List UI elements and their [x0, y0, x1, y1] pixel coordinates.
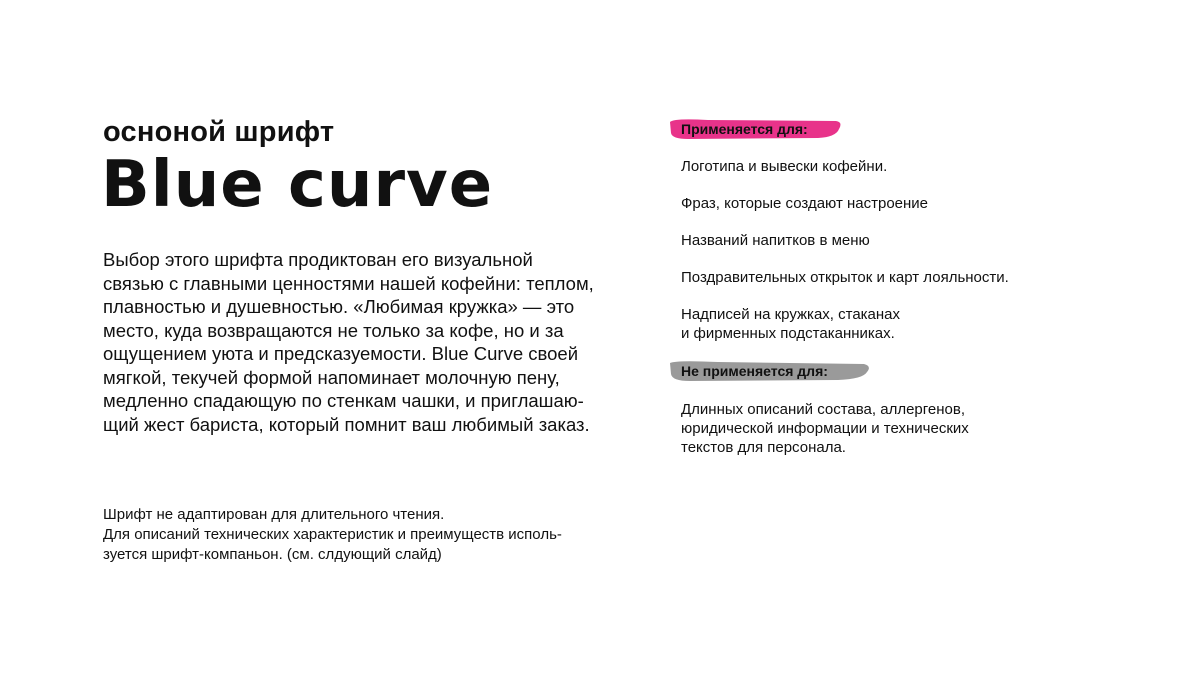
usage-item: [681, 305, 900, 343]
usage-item: Названий напитков в меню: [681, 232, 870, 249]
description-line: мягкой, текучей формой напоминает молочную пену,: [103, 366, 560, 388]
description-line: ощущением уюта и предсказуемости. Blue Curve своей: [103, 343, 579, 364]
readability-note: [103, 505, 663, 565]
font-subtitle: осноной шрифт: [103, 116, 335, 148]
usage-label: Применяется для:: [681, 121, 808, 137]
description-line: медленно спадающую по стенкам чашки, и приглашаю-: [103, 390, 584, 411]
no-usage-item: [681, 400, 969, 457]
description-line: Выбор этого шрифта продиктован его визуальной: [103, 249, 533, 270]
note-line: Для описаний технических характеристик и преимуществ исполь-: [103, 526, 562, 543]
note-line: зуется шрифт-компаньон. (см. слдующий слайд): [103, 546, 442, 563]
description-line: щий жест бариста, который помнит ваш любимый заказ.: [103, 413, 590, 435]
no-usage-badge: [668, 360, 885, 382]
description-line: место, куда возвращаются не только за кофе, но и за: [103, 319, 564, 341]
usage-item: Фраз, которые создают настроение: [681, 195, 929, 212]
note-line: Шрифт не адаптирован для длительного чтения.: [103, 506, 445, 523]
font-name-title: Blue curve: [101, 148, 494, 222]
no-usage-line: юридической информации и технических: [681, 420, 969, 437]
usage-badge: [668, 118, 856, 140]
font-description: [103, 248, 648, 436]
no-usage-label: Не применяется для:: [681, 363, 828, 379]
usage-item-line: и фирменных подстаканниках.: [681, 325, 895, 342]
usage-item-line: Надписей на кружках, стаканах: [681, 306, 901, 323]
description-line: связью с главными ценностями нашей кофейни: теплом,: [103, 272, 594, 294]
usage-item: Логотипа и вывески кофейни.: [681, 158, 888, 175]
description-line: плавностью и душевностью. «Любимая кружка» — это: [103, 296, 575, 317]
no-usage-line: текстов для персонала.: [681, 439, 846, 456]
no-usage-line: Длинных описаний состава, аллергенов,: [681, 401, 966, 418]
usage-item: Поздравительных открыток и карт лояльности.: [681, 269, 1009, 286]
